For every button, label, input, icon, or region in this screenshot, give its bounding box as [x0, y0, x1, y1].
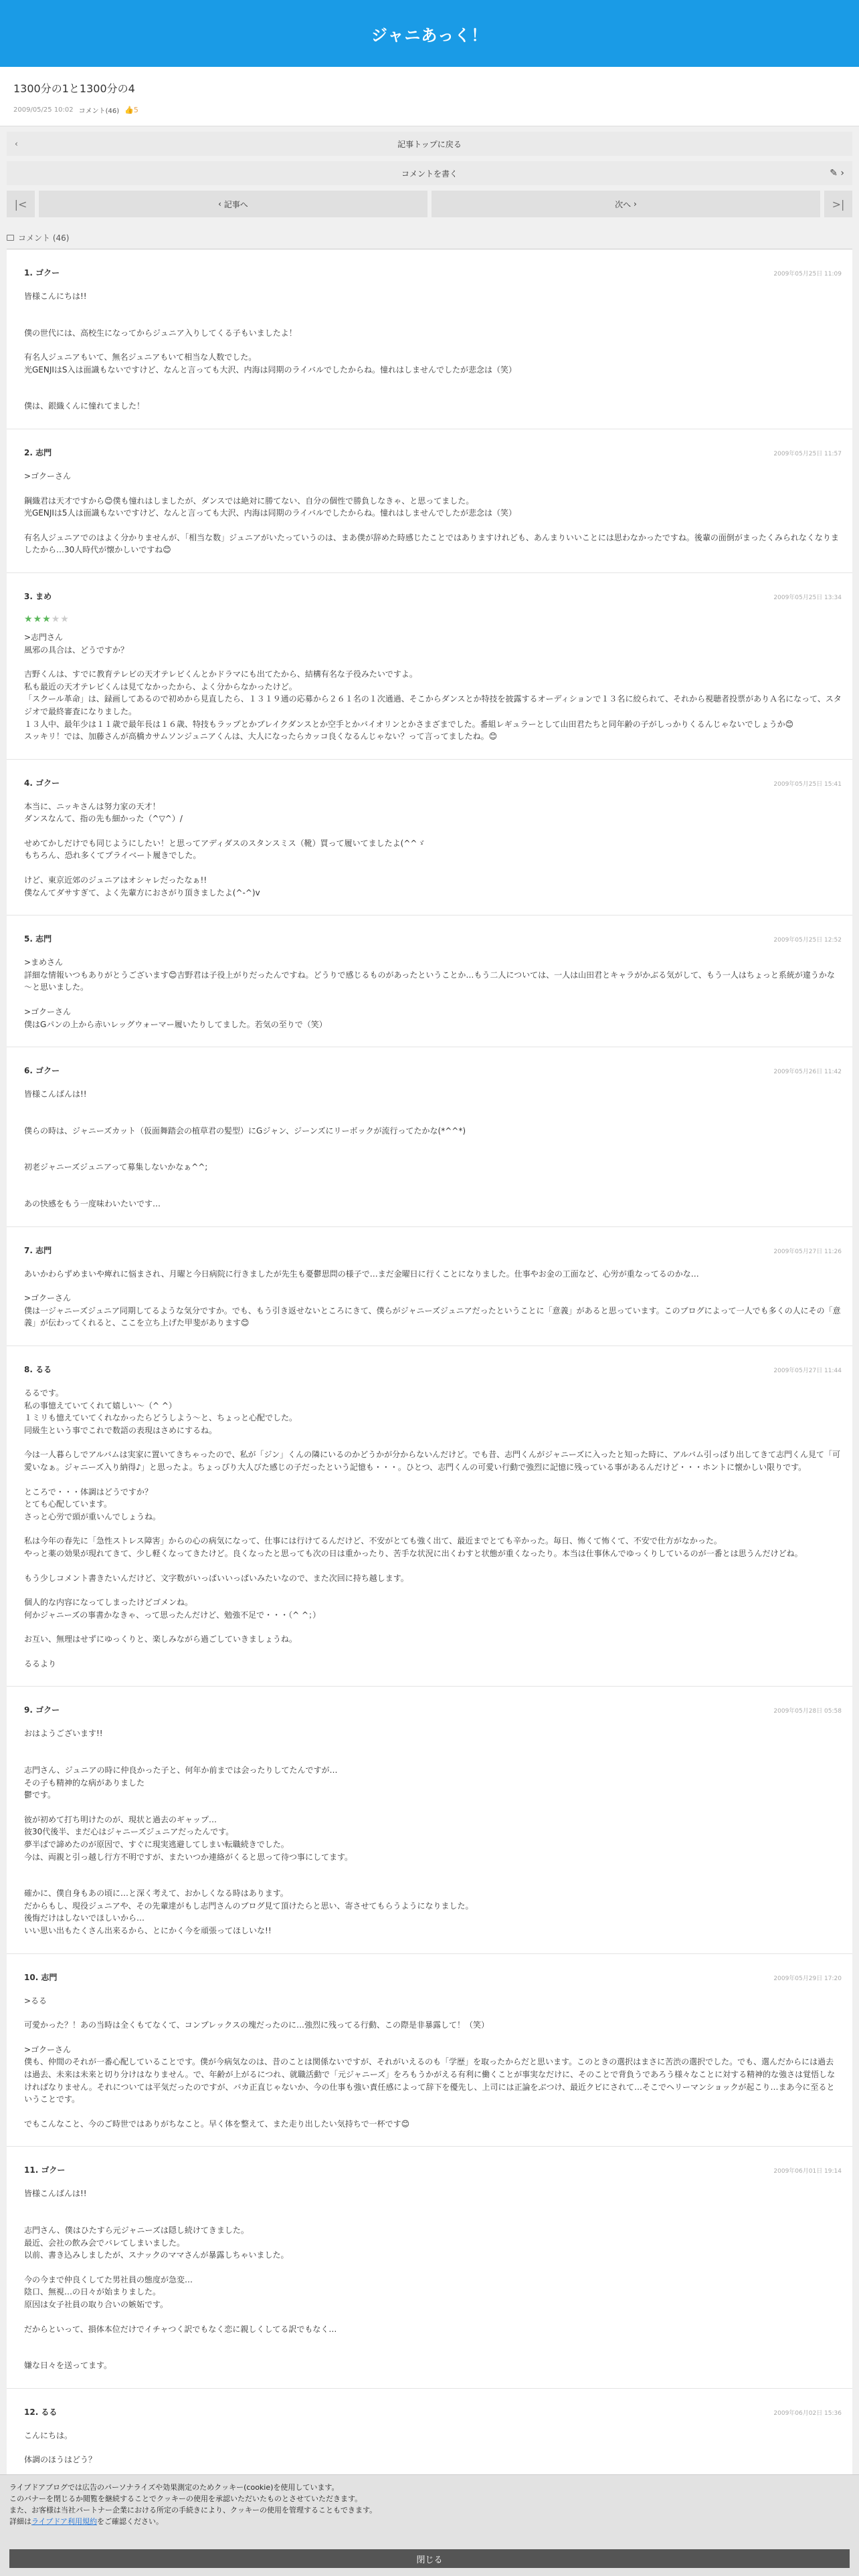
comment-item — [7, 1687, 852, 1953]
comment-line: 個人的な内容になってしまったけどゴメンね。 — [24, 1598, 193, 1608]
comments-header — [7, 232, 852, 249]
comment-line — [24, 1646, 842, 1658]
thumbs-up-icon[interactable]: 👍5 — [124, 106, 138, 114]
cookie-line — [9, 2516, 850, 2527]
comment-item — [7, 249, 852, 429]
cookie-close-button[interactable]: 閉じる — [9, 2549, 850, 2568]
comment-line: 可愛かった？！あの当時は全くもてなくて、コンプレックスの塊だったのに…強烈に残ってる行動、この際是非暴露して！（笑） — [24, 2020, 490, 2030]
comment-line: ダンスなんて、指の先も細かった（^▽^）/ — [24, 814, 183, 824]
cookie-link-suffix: をご確認ください。 — [97, 2517, 164, 2527]
reaction-count: 5 — [133, 106, 138, 114]
comment-line — [24, 1621, 842, 1633]
comment-line: >志門さん — [24, 632, 64, 642]
comment-item — [7, 1954, 852, 2147]
comment-line: 吉野くんは、すでに教育テレビの天才テレビくんとかドラマにも出てたから、結構有名な子役みたいですよ。 — [24, 669, 417, 679]
comment-date: 2009年05月25日 12:52 — [773, 937, 842, 944]
article-date: 2009/05/25 10:02 — [13, 106, 74, 114]
comment-line — [24, 862, 842, 874]
chevron-left-icon: ‹ — [15, 139, 18, 148]
comment-header — [24, 267, 842, 278]
comment-line: >ゴクーさん — [24, 1007, 72, 1017]
comment-line — [24, 994, 842, 1006]
comment-line: とても心配しています。 — [24, 1499, 112, 1509]
comment-line: >ゴクーさん — [24, 1293, 72, 1303]
comment-date: 2009年05月27日 11:44 — [773, 1367, 842, 1374]
comment-line: 今の今まで仲良くしてた男社員の態度が急変… — [24, 2274, 193, 2284]
comment-date: 2009年05月26日 11:42 — [773, 1069, 842, 1076]
comment-header — [24, 2164, 842, 2175]
comment-header — [24, 591, 842, 602]
cookie-text — [9, 2482, 850, 2527]
comment-line: 僕は一ジャニーズジュニア同期してるような気分ですか。でも、もう引き返せないところにきて、僕らがジャニーズジュニアだったということに「意義」があると思っています。このブログによって一人でも多くの人にその「意義」が伝わってくれると、ここを立ち上げた甲斐があります😊 — [24, 1305, 841, 1328]
comment-line — [24, 2311, 842, 2323]
comment-count-link[interactable]: コメント(46) — [78, 108, 120, 115]
comment-line — [24, 388, 842, 400]
comment-item — [7, 2147, 852, 2388]
star-icon: ★ — [42, 613, 52, 625]
comment-line — [24, 1584, 842, 1596]
article-meta — [13, 105, 846, 115]
next-button[interactable] — [432, 191, 820, 217]
comment-item — [7, 760, 852, 916]
comment-author: 8. るる — [24, 1364, 52, 1374]
comment-line: あの快感をもう一度味わいたいです… — [24, 1199, 161, 1208]
comment-line: 僕は、銀織くんに憧れてました！ — [24, 401, 145, 411]
comment-item — [7, 1346, 852, 1687]
comment-header — [24, 447, 842, 458]
comment-line: 同級生という事でこれで数語の表現はさめにするね。 — [24, 1425, 217, 1435]
comment-line: １３人中、最年少は１１歳で最年長は１６歳、特技もラップとかブレイクダンスとか空手とかバイオリンとかさまざまでした。番組レギュラーとして山田君たちと同年齢の子がしっかりくるんじゃないでしょうか😊 — [24, 719, 794, 729]
comment-header — [24, 1364, 842, 1375]
comment-line: 本当に、ニッキさんは努力家の天才！ — [24, 801, 161, 811]
comment-line: >まめさん — [24, 958, 64, 968]
comment-author: 7. 志門 — [24, 1245, 52, 1255]
comment-line: 僕なんてダサすぎて、よく先輩方におさがり頂きましたよ(^-^)v — [24, 887, 260, 897]
star-icon: ★ — [51, 613, 61, 625]
comment-line: 光GENJIはS入は面識もないですけど、なんと言っても大沢、内海は同期のライバルでしたからね。憧れはしませんでしたが悲念は（笑） — [24, 364, 516, 374]
comment-line — [24, 2262, 842, 2274]
comment-line — [24, 1740, 842, 1752]
comment-line — [24, 1863, 842, 1875]
last-page-icon: >| — [832, 197, 845, 211]
comment-line — [24, 1802, 842, 1814]
comment-line: 体調のほうはどう？ — [24, 2455, 97, 2465]
first-page-button[interactable] — [7, 191, 35, 217]
prev-button[interactable] — [39, 191, 427, 217]
comment-line: １ミリも憶えていてくれなかったらどうしよう〜と、ちょっと心配でした。 — [24, 1413, 298, 1423]
comment-item — [7, 429, 852, 573]
comment-line: 志門さん、ジュニアの時に仲良かった子と、何年か前までは会ったりしてたんですが… — [24, 1765, 338, 1776]
comment-line: 皆様こんばんは!! — [24, 2189, 87, 2199]
comment-line: ところで・・・体調はどうですか？ — [24, 1487, 153, 1497]
prev-label: 記事へ — [223, 199, 248, 209]
comment-line — [24, 2347, 842, 2359]
comment-line: 今は、両親と引っ越し行方不明ですが、またいつか連絡がくると思って待つ事にしてます。 — [24, 1852, 353, 1862]
comment-line: 私は今年の春先に「急性ストレス障害」からの心の病気になって、仕事には行けてるんだけど、不安がとても強く出て、最近までとても辛かった。毎日、怖くて怖くて、不安で仕方がなかった。 — [24, 1536, 722, 1546]
comment-line: 原因は女子社員の取り合いの嫉妬です。 — [24, 2299, 169, 2309]
comment-line — [24, 2200, 842, 2212]
comment-body — [24, 1268, 842, 1329]
comment-line: 以前、書き込みしましたが、スナックのママさんが暴露しちゃいました。 — [24, 2250, 289, 2260]
comment-author: 4. ゴクー — [24, 778, 60, 788]
first-page-icon: |< — [14, 197, 27, 211]
comment-line: もう少しコメント書きたいんだけど、文字数がいっぱいいっぱいみたいなので、また次回に持ち越します。 — [24, 1573, 409, 1583]
write-label: コメントを書く — [401, 169, 458, 179]
cookie-line: ライブドアブログでは広告のパーソナライズや効果測定のためクッキー(cookie)を使用しています。 — [9, 2483, 339, 2492]
comment-line: るるです。 — [24, 1388, 64, 1398]
comment-line — [24, 315, 842, 327]
comment-line — [24, 1137, 842, 1149]
back-to-article-top-button[interactable] — [7, 132, 852, 156]
cookie-banner — [0, 2474, 859, 2576]
star-icon: ★ — [33, 613, 43, 625]
comment-header — [24, 777, 842, 788]
comment-line — [24, 1560, 842, 1572]
comment-line: せめてかしだけでも同じようにしたい！と思ってアディダスのスタンスミス（靴）買って履いてましたよ(^^ゞ — [24, 838, 425, 848]
comment-line: だからもし、現役ジュニアや、その先輩達がもし志門さんのブログ見て頂けたらと思い、寄させてもらうようになりました。 — [24, 1901, 474, 1911]
comment-line: スッキリ！では、加藤さんが高橋カサムソンジュニアくんは、大人になったらカッコ良くなるんじゃない？って言ってましたね。😊 — [24, 732, 498, 742]
comment-header — [24, 1245, 842, 1256]
comment-line: さっと心労で頭が重いんでしょうね。 — [24, 1511, 161, 1521]
comment-date: 2009年06月01日 19:14 — [773, 2168, 842, 2175]
comment-item — [7, 1047, 852, 1226]
comment-line — [24, 483, 842, 495]
comment-date: 2009年06月02日 15:36 — [773, 2409, 842, 2417]
comment-line: >ゴクーさん — [24, 471, 72, 481]
comments-header-label: コメント (46) — [18, 233, 70, 243]
comment-header — [24, 1065, 842, 1076]
comment-line: あいかわらずめまいや痺れに悩まされ、月曜と今日病院に行きましたが先生も憂鬱思問の様子で…まだ金曜日に行くことになりました。仕事やお金の工面など、心労が重なってるのかな… — [24, 1269, 699, 1279]
comment-line: 僕も、仲間のそれが一番心配していることです。僕が今病気なのは、昔のことは関係ないですが、それがいえるのも「学歴」を取ったからだと思います。このときの選択はまさに苦渋の選択でした。でも、選んだからには過去は過去、未来は未来と切り分けはなりません。で、年齢が上がるにつれ、就職活動で「元ジャニーズ」をろもうかがえる有利に働くことが事実なだけに、そのことで背負うであろう様々なことに対する精神的な強さは覚悟しなければなりません。それについては平気だったのですが、バカ正直じゃないか、今の仕事も強い責任感によって辞下を優先し、上司には正論をぶつけ、最近クビにされて…そこでヘリーマンショックが起こり…まあ今に至るということです。 — [24, 2057, 836, 2105]
comment-line — [24, 2007, 842, 2019]
comment-item — [7, 916, 852, 1047]
comment-line: けど、東京近郊のジュニアはオシャレだったなぁ!! — [24, 875, 207, 885]
comment-body — [24, 2430, 842, 2466]
comment-line: 私も最近の天才テレビくんは見てなかったから、よく分からなかったけど。 — [24, 681, 297, 691]
terms-link[interactable]: ライブドア利用規約 — [31, 2517, 98, 2527]
comment-line: 確かに、僕自身もあの頃に…と深く考えて、おかしくなる時はあります。 — [24, 1889, 288, 1899]
comment-author: 1. ゴクー — [24, 268, 60, 278]
comment-line — [24, 1523, 842, 1535]
comment-date: 2009年05月25日 11:09 — [773, 271, 842, 278]
comment-body — [24, 800, 842, 899]
comment-line: 夢半ばで諦めたのが原因で、すぐに現実逃避してしまい転職続きでした。 — [24, 1840, 289, 1850]
comment-line: いい思い出もたくさん出来るから、とにかく今を頑張ってほしいな!! — [24, 1926, 272, 1935]
comment-line — [24, 376, 842, 388]
comment-line: るるより — [24, 1658, 57, 1669]
comment-line — [24, 2032, 842, 2044]
comment-line: その子も精神的な病がありました — [24, 1778, 145, 1788]
site-header — [0, 0, 859, 67]
comment-body — [24, 1088, 842, 1210]
comment-line: >るる — [24, 1996, 47, 2006]
comment-header — [24, 1971, 842, 1983]
comment-line — [24, 1101, 842, 1113]
comment-line — [24, 1875, 842, 1887]
comment-line: だからといって、損体本位だけでイチャつく訳でもなく恋に親しくしてる訳でもなく… — [24, 2324, 337, 2334]
comment-date: 2009年05月29日 17:20 — [773, 1975, 842, 1982]
comment-author: 11. ゴクー — [24, 2165, 66, 2175]
comment-line: 初老ジャニーズジュニアって募集しないかなぁ^^; — [24, 1162, 208, 1172]
comment-date: 2009年05月25日 11:57 — [773, 450, 842, 457]
comment-line: 有名人ジュニアもいて、無名ジュニアもいて相当な人数でした。 — [24, 352, 257, 362]
pencil-icon: ✎ › — [830, 168, 844, 179]
comment-line — [24, 1474, 842, 1486]
comment-body — [24, 2187, 842, 2371]
chevron-left-icon: ‹ — [218, 199, 224, 209]
comment-line — [24, 656, 842, 668]
comment-body — [24, 631, 842, 743]
comment-icon — [7, 235, 14, 241]
comment-line: お互い、無理はせずにゆっくりと、楽しみながら過ごしていきましょうね。 — [24, 1634, 297, 1644]
star-icon: ★ — [60, 613, 70, 625]
comment-line: もちろん、恐れ多くてプライベート履きでした。 — [24, 851, 201, 861]
comment-line — [24, 1113, 842, 1125]
comment-line — [24, 520, 842, 532]
star-icon: ★ — [24, 613, 33, 625]
comment-line — [24, 1186, 842, 1198]
comment-line: やっと薬の効果が現れてきて、少し軽くなってきたけど。良くなったと思っても次の日は重かったり、苦手な状況に出くわすと状態が重くなったり。本当は仕事休んでゆっくりしているのが一番とは思うんだけどね。 — [24, 1548, 803, 1558]
comment-line: こんにちは。 — [24, 2430, 73, 2440]
comment-line: 彼30代後半、まだ心はジャニーズジュニアだったんです。 — [24, 1827, 234, 1837]
comment-author: 9. ゴクー — [24, 1705, 60, 1715]
comment-line: 志門さん、僕はひたすら元ジャニーズは隠し続けてきました。 — [24, 2225, 249, 2235]
comment-author: 12. るる — [24, 2407, 58, 2417]
comment-line: 「スクール革命」は、録画してあるので初めから見直したら、１３１９通の応募から２６１名の１次通過、そこからダンスとか特技を披露するオーディションで１３名に絞られて、それから視聴者投票がありＡ名になって、スタジオで最終審査になりました。 — [24, 694, 842, 716]
comment-line: 今は一人暮らしでアルバムは実家に置いてきちゃったので、私が「ジン」くんの隣にいるのかどうかが分からないんだけど。でも昔、志門くんがジャニーズに入ったと知った時に、アルバム引っぱり出してきて志門くん見て「可愛いなぁ。ジャニーズ入り納得♪」と思ったよ。ちょっぴり大人びた感じの子だったという記憶も・・・。ひとつ、志門くんの可愛い行動で強烈に記憶に残っている事があるんだけど・・・ホントに懐かしい限りです。 — [24, 1450, 840, 1472]
back-label: 記事トップに戻る — [397, 139, 462, 149]
comment-line: 僕はGパンの上から赤いレッグウォーマー履いたりしてました。若気の至りで（笑） — [24, 1019, 327, 1029]
comment-date: 2009年05月25日 13:34 — [773, 594, 842, 601]
comment-line — [24, 2442, 842, 2454]
comment-line — [24, 2106, 842, 2118]
comment-body — [24, 956, 842, 1031]
comment-header — [24, 2406, 842, 2418]
comment-line — [24, 339, 842, 351]
comment-line: 僕の世代には、高校生になってからジュニア入りしてくる子もいましたよ！ — [24, 328, 297, 338]
comment-header — [24, 933, 842, 944]
comment-line: おはようございます!! — [24, 1729, 103, 1739]
pagination — [7, 191, 852, 217]
comment-author: 5. 志門 — [24, 934, 52, 944]
comment-line: でもこんなこと、今のご時世ではありがちなこと。早く体を整えて、また走り出したい気持ちで一杯です😊 — [24, 2119, 410, 2129]
comment-line: 嫌な日々を送ってます。 — [24, 2361, 112, 2371]
rating-stars — [24, 614, 842, 625]
comment-line: >ゴクーさん — [24, 2044, 72, 2054]
last-page-button[interactable] — [824, 191, 852, 217]
comment-body — [24, 290, 842, 413]
comment-line: 有名人ジュニアでのはよく分かりませんが、「相当な数」ジュニアがいたっていうのは、まあ僕が辞めた時感じたことではありますけれども、あんまりいいことには思わなかったですね。後輩の面倒がまったくみられなくなりましたから…30人時代が懐かしいですね😊 — [24, 532, 839, 555]
comment-line — [24, 1280, 842, 1292]
comment-line — [24, 1149, 842, 1161]
comment-line — [24, 303, 842, 315]
comment-body — [24, 470, 842, 556]
next-label: 次へ — [615, 199, 632, 209]
comment-line: 鬱です。 — [24, 1790, 56, 1800]
comment-author: 6. ゴクー — [24, 1066, 60, 1076]
cookie-line: このバナーを閉じるか閲覧を継続することでクッキーの使用を承認いただいたものとさせていただきます。 — [9, 2494, 363, 2504]
comment-line: 最近、会社の飲み会でバレてしまいました。 — [24, 2238, 185, 2248]
comment-line — [24, 2212, 842, 2224]
comment-list — [7, 249, 852, 2483]
comment-item — [7, 2389, 852, 2483]
comment-line: 何かジャニーズの事書かなきゃ、って思ったんだけど、勉強不足で・・・（^ ^；） — [24, 1610, 321, 1620]
comment-line — [24, 1436, 842, 1448]
comment-line — [24, 1752, 842, 1764]
comment-author: 10. 志門 — [24, 1972, 58, 1982]
comment-line: 風邪の具合は、どうですか？ — [24, 645, 129, 655]
site-title[interactable]: ジャニあっく！ — [371, 25, 488, 45]
comment-header — [24, 1704, 842, 1715]
comment-date: 2009年05月25日 15:41 — [773, 780, 842, 788]
comment-line: 皆様こんばんは!! — [24, 1089, 87, 1099]
chevron-right-icon: › — [631, 199, 637, 209]
comment-line: 僕らの時は、ジャニーズカット（仮面舞踏会の植草君の髪型）にGジャン、ジーンズにリーボックが流行ってたかな(*^^*) — [24, 1125, 466, 1136]
write-comment-button[interactable] — [7, 161, 852, 185]
cookie-line: また、お客様は当社パートナー企業における所定の手続きにより、クッキーの使用を管理することもできます。 — [9, 2506, 377, 2515]
comment-line — [24, 825, 842, 837]
article-title: 1300分の1と1300分の4 — [13, 82, 135, 95]
cookie-link-prefix: 詳細は — [9, 2517, 31, 2527]
comment-author: 2. 志門 — [24, 447, 52, 457]
comment-date: 2009年05月28日 05:58 — [773, 1708, 842, 1715]
comment-line: 光GENJIは5人は面識もないですけど、なんと言っても大沢、内海は同期のライバルでしたからね。憧れはしませんでしたが悲念は（笑） — [24, 508, 516, 518]
comment-line: 彼が初めて打ち明けたのが、現状と過去のギャップ… — [24, 1814, 217, 1824]
comment-body — [24, 1727, 842, 1937]
comment-item — [7, 573, 852, 760]
comment-line: 後悔だけはしないでほしいから… — [24, 1913, 145, 1923]
comment-body — [24, 1995, 842, 2131]
comment-line — [24, 2335, 842, 2347]
comment-body — [24, 1387, 842, 1671]
comment-line: 私の事憶えていてくれて嬉しい〜（^ ^） — [24, 1400, 177, 1410]
comment-line — [24, 1174, 842, 1186]
comment-line: 詳細な情報いつもありがとうございます😊吉野君は子役上がりだったんですね。どうりで感じるものがあったということか…もう二人については、一人は山田君とキャラがかぶる気がして、もう一人はちょっと系統が違うかな～と思いました。 — [24, 970, 835, 992]
comment-line: 鋼織君は天才ですから😊僕も憧れはしましたが、ダンスでは絶対に勝てない、自分の個性で勝負しなきゃ、と思ってました。 — [24, 496, 474, 506]
comment-line: 皆様こんにちは!! — [24, 292, 87, 301]
comment-author: 3. まめ — [24, 591, 52, 601]
comment-date: 2009年05月27日 11:26 — [773, 1248, 842, 1255]
article-info — [0, 67, 859, 126]
comment-line: 陰口、無視…の日々が始まりました。 — [24, 2287, 161, 2297]
comment-item — [7, 1227, 852, 1346]
